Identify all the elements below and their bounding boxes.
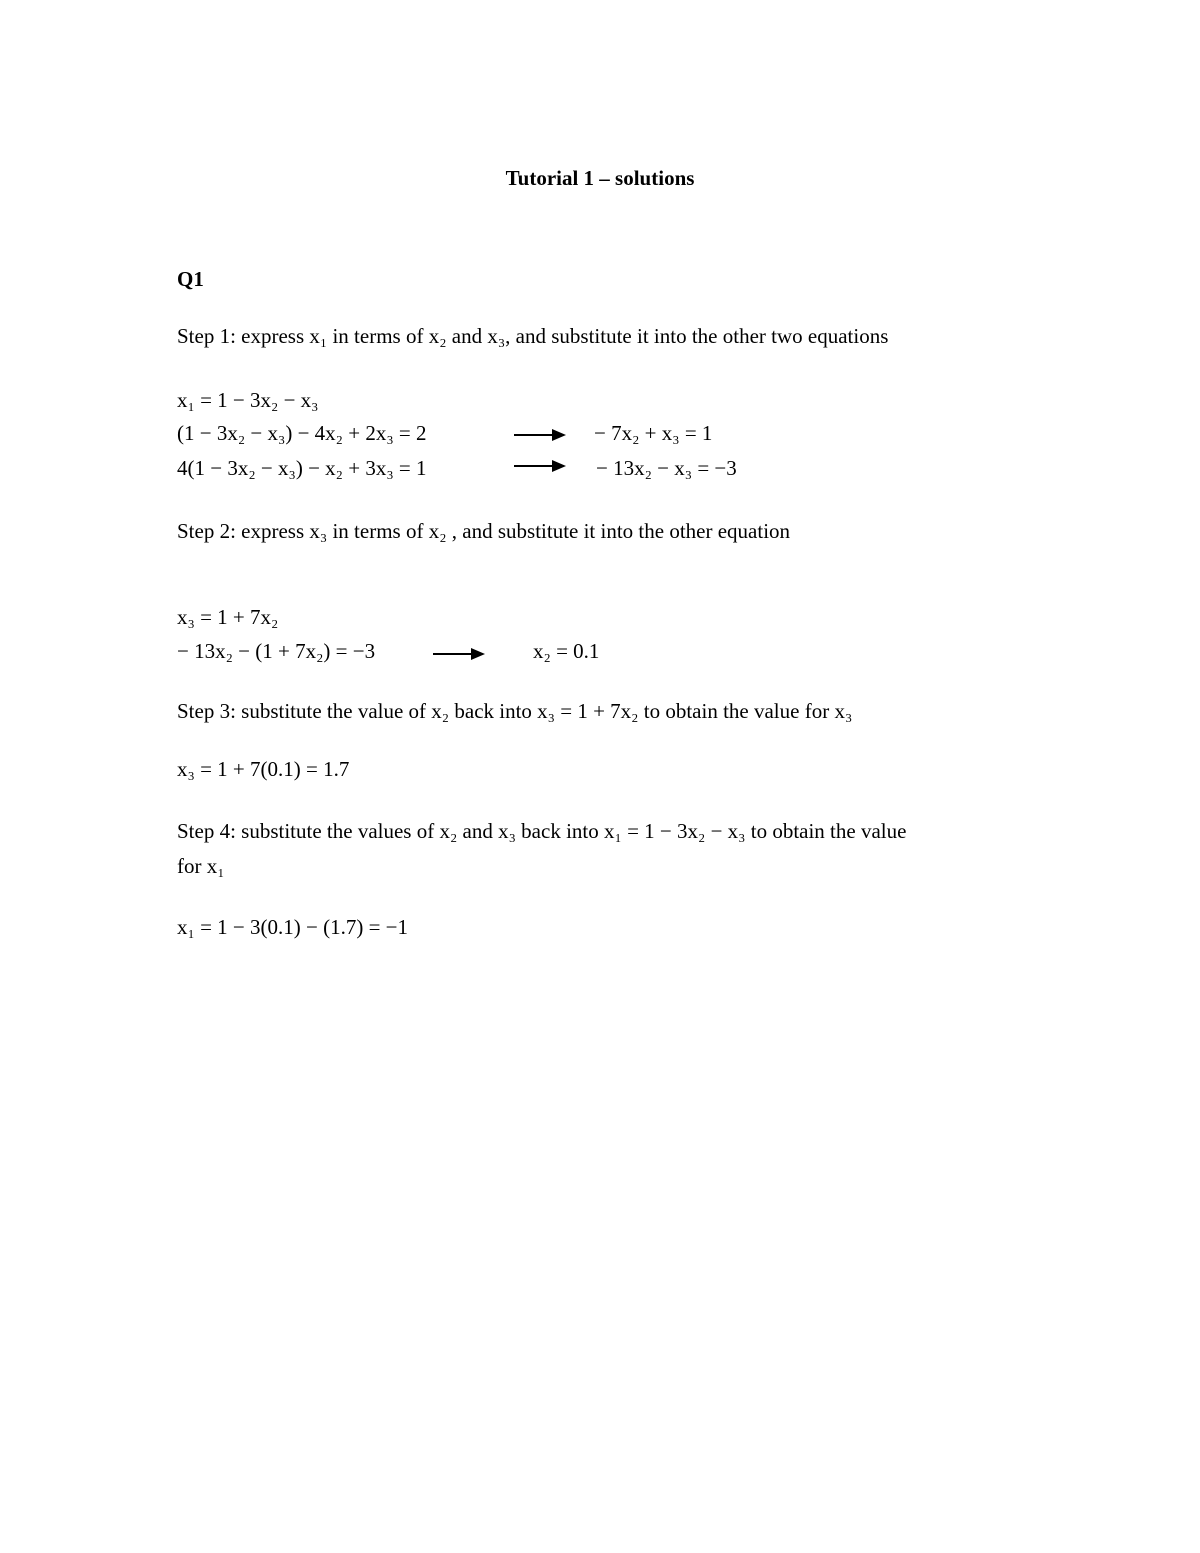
arrow-icon (514, 428, 566, 442)
step2-equation-2-left: − 13x₂ − (1 + 7x₂) = −3 (177, 639, 376, 663)
step1-equation-3-right: − 13x₂ − x₃ = −3 (596, 456, 737, 480)
step2-equation-1: x₃ = 1 + 7x₂ (177, 605, 279, 629)
step2-equation-2-right: x₂ = 0.1 (533, 639, 600, 663)
step2-text: Step 2: express x₃ in terms of x₂ , and substitute it into the other equation (177, 519, 791, 543)
question-heading: Q1 (177, 267, 204, 291)
step1-equation-2-right: − 7x₂ + x₃ = 1 (594, 421, 713, 445)
page-title: Tutorial 1 – solutions (505, 166, 695, 190)
step4-equation-1: x₁ = 1 − 3(0.1) − (1.7) = −1 (177, 915, 409, 939)
step1-equation-1: x₁ = 1 − 3x₂ − x₃ (177, 388, 319, 412)
arrow-icon (514, 459, 566, 473)
step3-text: Step 3: substitute the value of x₂ back into x₃ = 1 + 7x₂ to obtain the value for x₃ (177, 699, 853, 723)
step1-equation-2-left: (1 − 3x₂ − x₃) − 4x₂ + 2x₃ = 2 (177, 421, 427, 445)
step4-text-line-2: for x₁ (177, 854, 225, 878)
step1-text: Step 1: express x₁ in terms of x₂ and x₃, and substitute it into the other two equations (177, 324, 889, 348)
step3-equation-1: x₃ = 1 + 7(0.1) = 1.7 (177, 757, 350, 781)
step1-equation-3-left: 4(1 − 3x₂ − x₃) − x₂ + 3x₃ = 1 (177, 456, 427, 480)
step4-text-line-1: Step 4: substitute the values of x₂ and x₃ back into x₁ = 1 − 3x₂ − x₃ to obtain the value (177, 819, 907, 843)
arrow-icon (433, 647, 485, 661)
